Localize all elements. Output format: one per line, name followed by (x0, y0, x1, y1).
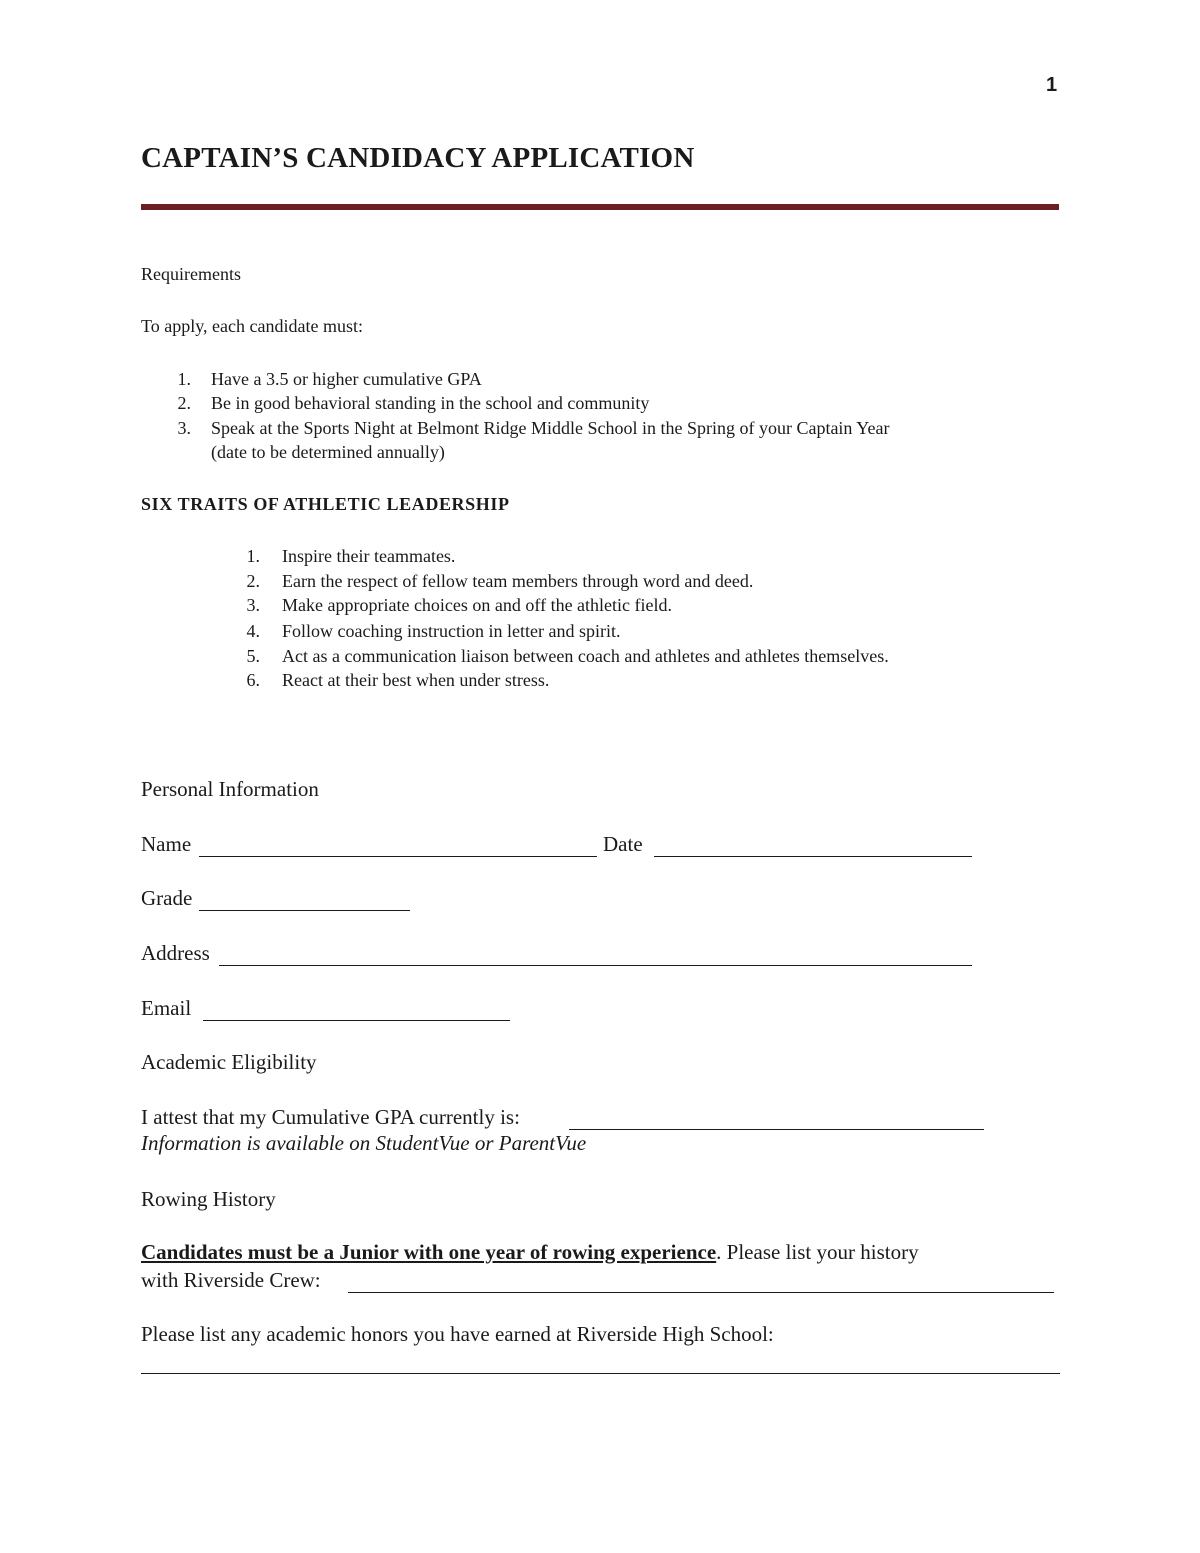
honors-label: Please list any academic honors you have earned at Riverside High School: (141, 1322, 774, 1346)
trait-number: 1. (246, 546, 260, 566)
rowing-requirement (141, 1240, 919, 1265)
requirements-intro: To apply, each candidate must: (141, 316, 363, 336)
requirement-number: 3. (177, 418, 191, 438)
requirements-heading: Requirements (141, 264, 241, 284)
trait-item (200, 595, 672, 616)
rowing-heading: Rowing History (141, 1187, 276, 1211)
trait-text: Inspire their teammates. (282, 546, 456, 566)
gpa-note: Information is available on StudentVue or ParentVue (141, 1131, 587, 1155)
trait-number: 4. (246, 621, 260, 641)
grade-field[interactable] (199, 910, 410, 911)
trait-item (200, 670, 549, 691)
trait-item (200, 571, 753, 592)
page-title: CAPTAIN’S CANDIDACY APPLICATION (141, 142, 695, 174)
gpa-label: I attest that my Cumulative GPA currently is: (141, 1105, 520, 1129)
traits-heading: SIX TRAITS OF ATHLETIC LEADERSHIP (141, 494, 510, 514)
requirement-text: Be in good behavioral standing in the school and community (211, 393, 650, 413)
trait-text: React at their best when under stress. (282, 670, 550, 690)
requirement-text: Speak at the Sports Night at Belmont Ridge Middle School in the Spring of your Captain Year (211, 418, 890, 438)
trait-number: 2. (246, 571, 260, 591)
trait-item (200, 546, 455, 567)
academic-heading: Academic Eligibility (141, 1050, 317, 1074)
requirement-item (131, 418, 889, 439)
email-label: Email (141, 996, 192, 1020)
address-label: Address (141, 941, 210, 965)
rowing-requirement-rest: . Please list your history (716, 1240, 919, 1264)
trait-text: Act as a communication liaison between coach and athletes and athletes themselves. (282, 646, 889, 666)
trait-text: Earn the respect of fellow team members through word and deed. (282, 571, 754, 591)
trait-item (200, 621, 620, 642)
requirement-number: 1. (177, 369, 191, 389)
title-divider (141, 204, 1059, 210)
requirement-text: Have a 3.5 or higher cumulative GPA (211, 369, 482, 389)
trait-text: Make appropriate choices on and off the athletic field. (282, 595, 673, 615)
requirement-text-continued: (date to be determined annually) (211, 442, 445, 462)
requirement-item (131, 393, 649, 414)
trait-number: 3. (246, 595, 260, 615)
name-label: Name (141, 832, 192, 856)
requirement-item (131, 369, 482, 390)
name-field[interactable] (199, 856, 597, 857)
trait-item (200, 646, 889, 667)
rowing-history-label: with Riverside Crew: (141, 1268, 321, 1292)
honors-field[interactable] (141, 1373, 1060, 1374)
grade-label: Grade (141, 886, 193, 910)
date-label: Date (603, 832, 643, 856)
rowing-requirement-bold: Candidates must be a Junior with one year of rowing experience (141, 1240, 717, 1264)
gpa-field[interactable] (569, 1129, 984, 1130)
trait-number: 6. (246, 670, 260, 690)
date-field[interactable] (654, 856, 972, 857)
requirement-number: 2. (177, 393, 191, 413)
address-field[interactable] (219, 965, 972, 966)
personal-info-heading: Personal Information (141, 777, 319, 801)
page-number: 1 (1046, 74, 1058, 96)
email-field[interactable] (203, 1020, 510, 1021)
trait-number: 5. (246, 646, 260, 666)
trait-text: Follow coaching instruction in letter and spirit. (282, 621, 621, 641)
rowing-history-field[interactable] (348, 1292, 1054, 1293)
